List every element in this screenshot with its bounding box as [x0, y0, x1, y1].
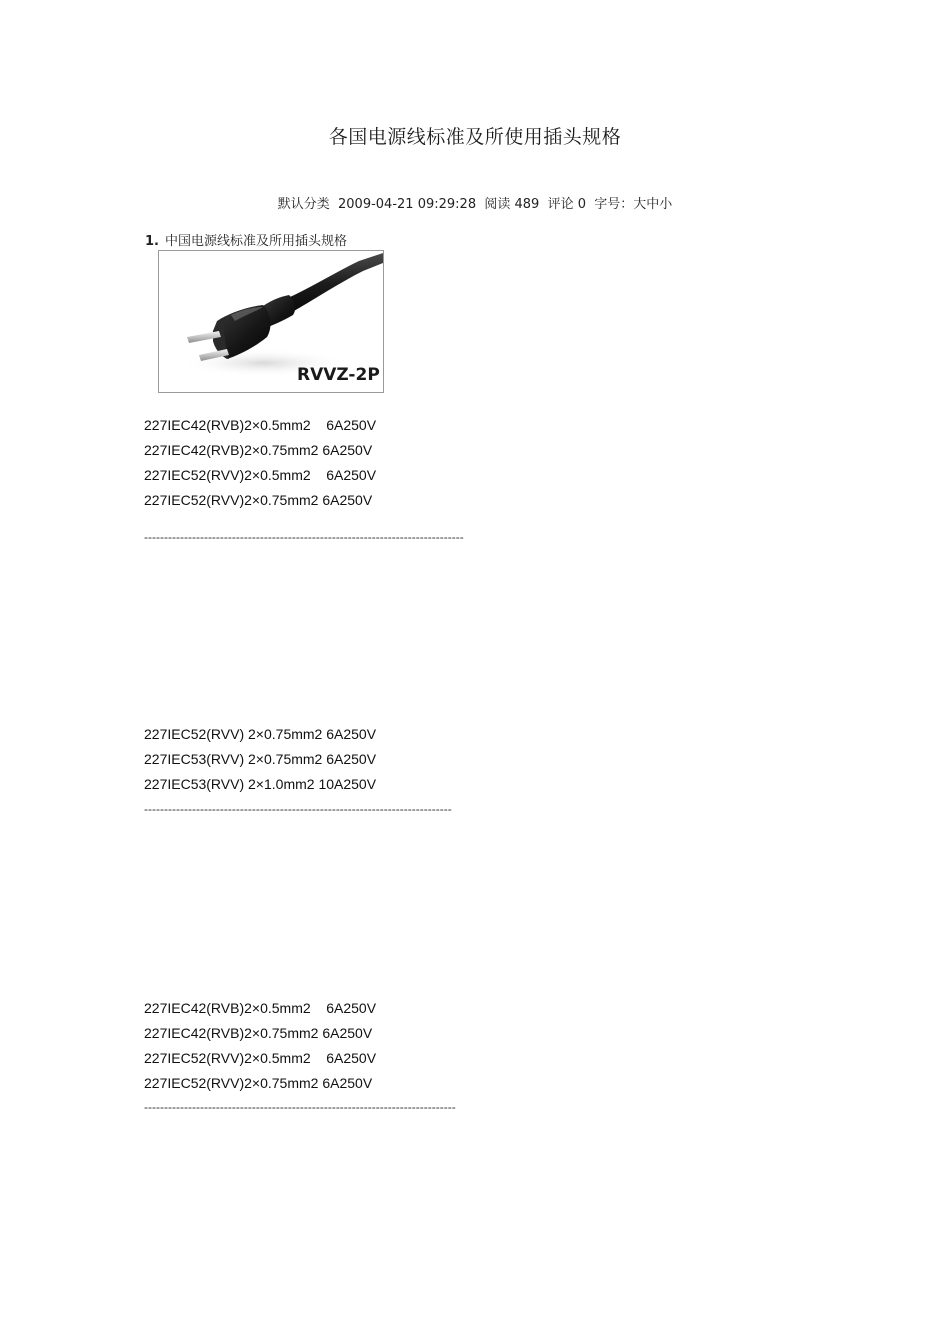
divider: -----------------------------------------------------------------------------	[144, 802, 452, 816]
plug-image	[159, 251, 383, 392]
spec-group-3	[144, 996, 376, 1096]
plug-model-label: RVVZ-2P	[297, 365, 380, 385]
divider: ------------------------------------------------------------------------------	[144, 1100, 456, 1114]
spec-line: 227IEC52(RVV)2×0.5mm2 6A250V	[144, 467, 377, 483]
divider: --------------------------------------------------------------------------------	[144, 530, 464, 544]
meta-font-size[interactable]: 字号：大中小	[594, 197, 673, 212]
meta-datetime: 2009-04-21 09:29:28	[338, 197, 477, 212]
spec-line: 227IEC52(RVV)2×0.5mm2 6A250V	[144, 1050, 377, 1066]
meta-comments[interactable]: 评论 0	[547, 197, 586, 212]
spec-line: 227IEC52(RVV)2×0.75mm2 6A250V	[144, 492, 373, 508]
section-number: 1.	[145, 234, 159, 249]
page-title: 各国电源线标准及所使用插头规格	[328, 126, 622, 148]
spec-line: 227IEC53(RVV) 2×0.75mm2 6A250V	[144, 751, 377, 767]
spec-line: 227IEC53(RVV) 2×1.0mm2 10A250V	[144, 776, 377, 792]
spec-line: 227IEC52(RVV)2×0.75mm2 6A250V	[144, 1075, 373, 1091]
spec-line: 227IEC52(RVV) 2×0.75mm2 6A250V	[144, 726, 377, 742]
spec-line: 227IEC42(RVB)2×0.75mm2 6A250V	[144, 1025, 373, 1041]
meta-category[interactable]: 默认分类	[277, 197, 330, 212]
post-meta	[0, 193, 950, 212]
spec-group-1	[144, 413, 376, 513]
section-heading-text: 中国电源线标准及所用插头规格	[164, 234, 347, 249]
spec-line: 227IEC42(RVB)2×0.5mm2 6A250V	[144, 1000, 377, 1016]
section-heading	[145, 230, 347, 249]
plug-photo	[158, 250, 384, 393]
spec-line: 227IEC42(RVB)2×0.75mm2 6A250V	[144, 442, 373, 458]
meta-reads: 阅读 489	[484, 197, 540, 212]
spec-group-2	[144, 722, 376, 797]
spec-line: 227IEC42(RVB)2×0.5mm2 6A250V	[144, 417, 377, 433]
